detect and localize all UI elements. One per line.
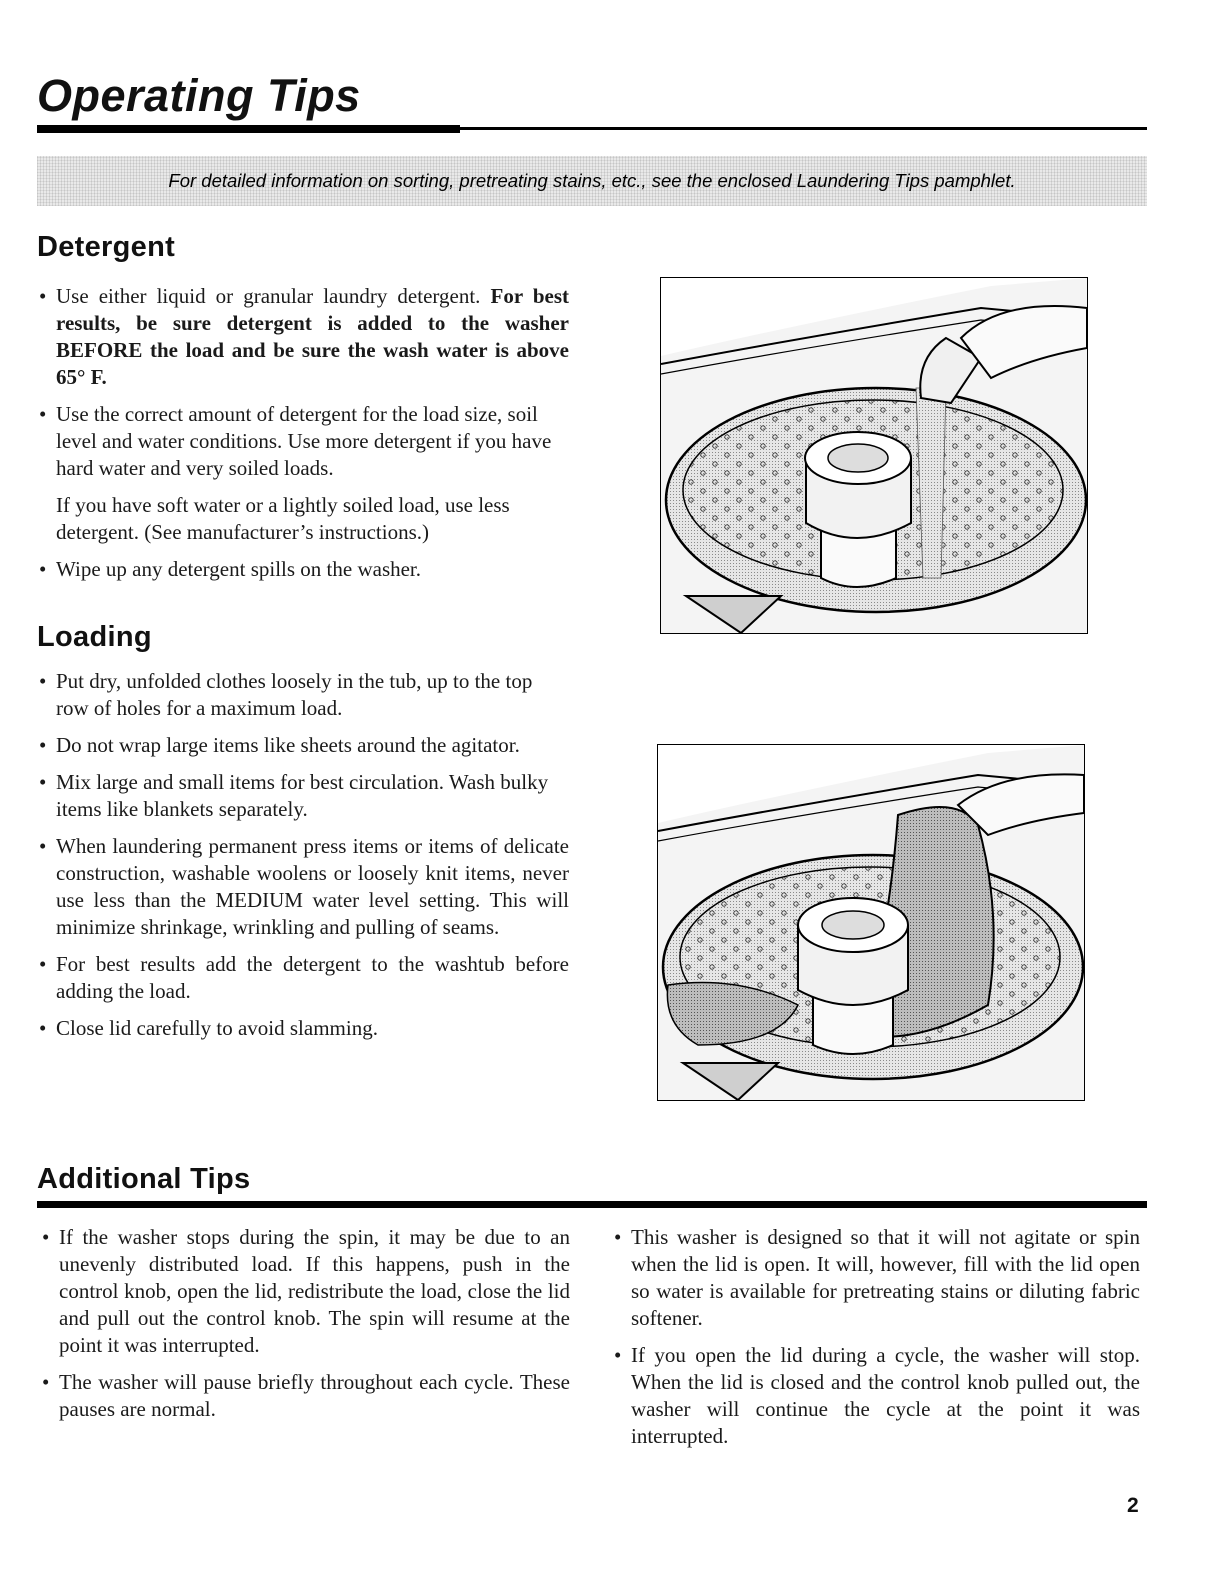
detergent-tip-text: Use either liquid or granular laundry detergent. — [56, 284, 481, 308]
title-rule-thin — [460, 127, 1147, 130]
washer-detergent-drawing — [661, 278, 1087, 633]
loading-tip-text: Mix large and small items for best circulation. Wash bulky items like blankets separately. — [56, 770, 549, 821]
additional-tips-right-list — [612, 1224, 1140, 1450]
loading-tip-text: For best results add the detergent to the washtub before adding the load. — [56, 952, 569, 1003]
list-item — [37, 1015, 569, 1042]
info-banner — [37, 156, 1147, 206]
list-item — [37, 732, 569, 759]
additional-tips-rule — [37, 1201, 1147, 1208]
loading-heading: Loading — [37, 621, 152, 653]
list-item — [612, 1342, 1140, 1450]
additional-tip-text: The washer will pause briefly throughout each cycle. These pauses are normal. — [59, 1370, 570, 1421]
washer-loading-illustration — [657, 744, 1085, 1101]
list-item — [37, 556, 569, 583]
list-item — [37, 769, 569, 823]
loading-tip-text: Do not wrap large items like sheets around the agitator. — [56, 733, 520, 757]
page-number: 2 — [1127, 1494, 1139, 1517]
loading-tip-text: When laundering permanent press items or items of delicate construction, washable woolens or loosely knit items, never use less than the MEDIUM water level setting. This will minimize shrinkage, wrinkling and pulling of seams. — [56, 834, 569, 939]
list-item — [612, 1224, 1140, 1332]
detergent-tip-text: Wipe up any detergent spills on the washer. — [56, 557, 422, 581]
detergent-tip-text: If you have soft water or a lightly soiled load, use less detergent. (See manufacturer’s instructions.) — [56, 493, 510, 544]
additional-tip-text: If you open the lid during a cycle, the washer will stop. When the lid is closed and the control knob pulled out, the washer will continue the cycle at the point it was interrupted. — [631, 1343, 1140, 1448]
additional-tip-text: If the washer stops during the spin, it may be due to an unevenly distributed load. If this happens, push in the control knob, open the lid, redistribute the load, close the lid and pull out the control knob. The spin will resume at the point it was interrupted. — [59, 1225, 570, 1357]
loading-tip-text: Close lid carefully to avoid slamming. — [56, 1016, 378, 1040]
detergent-list — [37, 283, 569, 583]
title-rule — [37, 125, 460, 133]
list-item — [37, 833, 569, 941]
washer-detergent-illustration — [660, 277, 1088, 634]
additional-tips-heading: Additional Tips — [37, 1163, 251, 1195]
additional-tips-left-list — [40, 1224, 570, 1423]
detergent-tip-text: Use the correct amount of detergent for the load size, soil level and water conditions. Use more detergent if you have hard water and very soiled loads. — [56, 402, 552, 480]
page-title: Operating Tips — [37, 70, 361, 121]
detergent-tip-emphasis: For best results, be sure detergent is added to the washer BEFORE the load and be sure the wash water is above 65° F. — [56, 284, 569, 389]
additional-tip-text: This washer is designed so that it will not agitate or spin when the lid is open. It will, however, fill with the lid open so water is available for pretreating stains or diluting fabric softener. — [631, 1225, 1140, 1330]
loading-list — [37, 668, 569, 1042]
detergent-heading: Detergent — [37, 231, 176, 263]
list-item — [37, 668, 569, 722]
list-item-continued — [37, 492, 569, 546]
list-item — [37, 401, 569, 482]
list-item — [40, 1224, 570, 1359]
list-item — [37, 283, 569, 391]
list-item — [40, 1369, 570, 1423]
banner-text: For detailed information on sorting, pretreating stains, etc., see the enclosed Laundering Tips pamphlet. — [168, 170, 1016, 191]
washer-loading-drawing — [658, 745, 1084, 1100]
loading-tip-text: Put dry, unfolded clothes loosely in the tub, up to the top row of holes for a maximum load. — [56, 669, 533, 720]
list-item — [37, 951, 569, 1005]
